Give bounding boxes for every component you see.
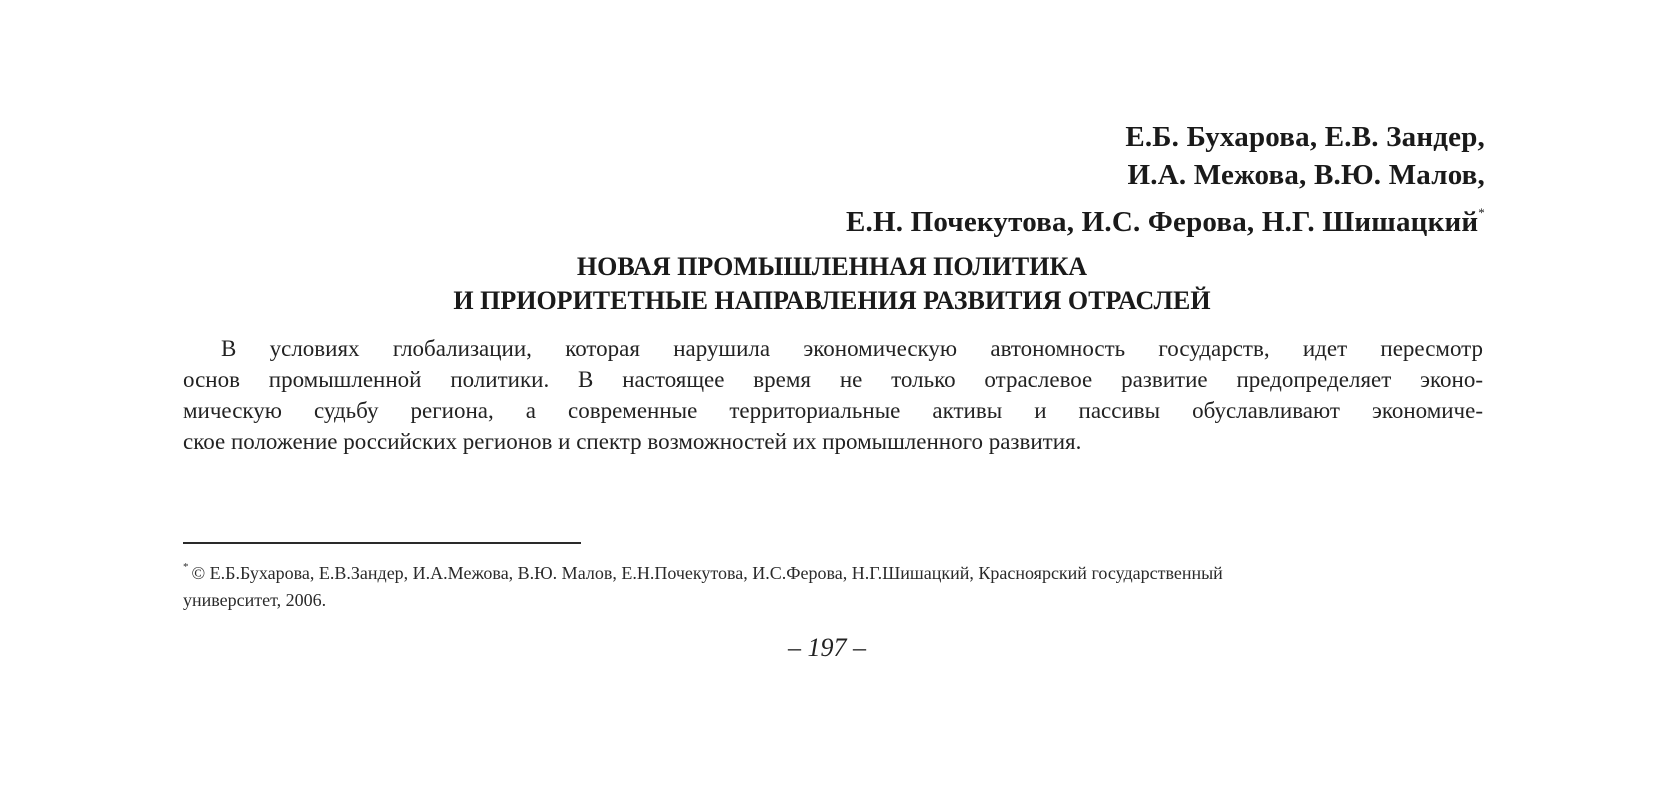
- abstract-paragraph: [183, 333, 1483, 457]
- footnote-line-1-text: © Е.Б.Бухарова, Е.В.Зандер, И.А.Межова, В.Ю. Малов, Е.Н.Почекутова, И.С.Ферова, Н.Г.Шишацкий, Красноярский государственный: [191, 563, 1223, 583]
- footnote-line-1: [183, 554, 1483, 587]
- authors-line-3-text: Е.Н. Почекутова, И.С. Ферова, Н.Г. Шишацкий: [845, 206, 1479, 238]
- title-line-1: НОВАЯ ПРОМЫШЛЕННАЯ ПОЛИТИКА: [576, 252, 1088, 281]
- abstract-line-2: основ промышленной политики. В настоящее время не только отраслевое развитие предопределяет эконо-: [183, 367, 1483, 392]
- footnote-divider: [183, 542, 581, 544]
- authors-line-3: [846, 194, 1485, 241]
- footnote-line-2: университет, 2006.: [183, 590, 327, 610]
- abstract-line-4: ское положение российских регионов и спектр возможностей их промышленного развития.: [183, 429, 1082, 454]
- article-title: [180, 250, 1484, 318]
- title-line-2: И ПРИОРИТЕТНЫЕ НАПРАВЛЕНИЯ РАЗВИТИЯ ОТРАСЛЕЙ: [453, 286, 1211, 315]
- abstract-line-3: мическую судьбу региона, а современные территориальные активы и пассивы обуславливают экономиче-: [183, 398, 1483, 423]
- footnote: [183, 554, 1483, 614]
- authors-line-2: И.А. Межова, В.Ю. Малов,: [1127, 159, 1485, 191]
- footnote-marker: *: [183, 561, 189, 573]
- authors-line-1: Е.Б. Бухарова, Е.В. Зандер,: [1125, 121, 1485, 153]
- abstract-line-1: В условиях глобализации, которая нарушила экономическую автономность государств, идет пересмотр: [221, 336, 1483, 361]
- page-number: – 197 –: [788, 633, 866, 662]
- authors-block: [846, 118, 1485, 241]
- authors-footnote-marker: *: [1478, 205, 1485, 220]
